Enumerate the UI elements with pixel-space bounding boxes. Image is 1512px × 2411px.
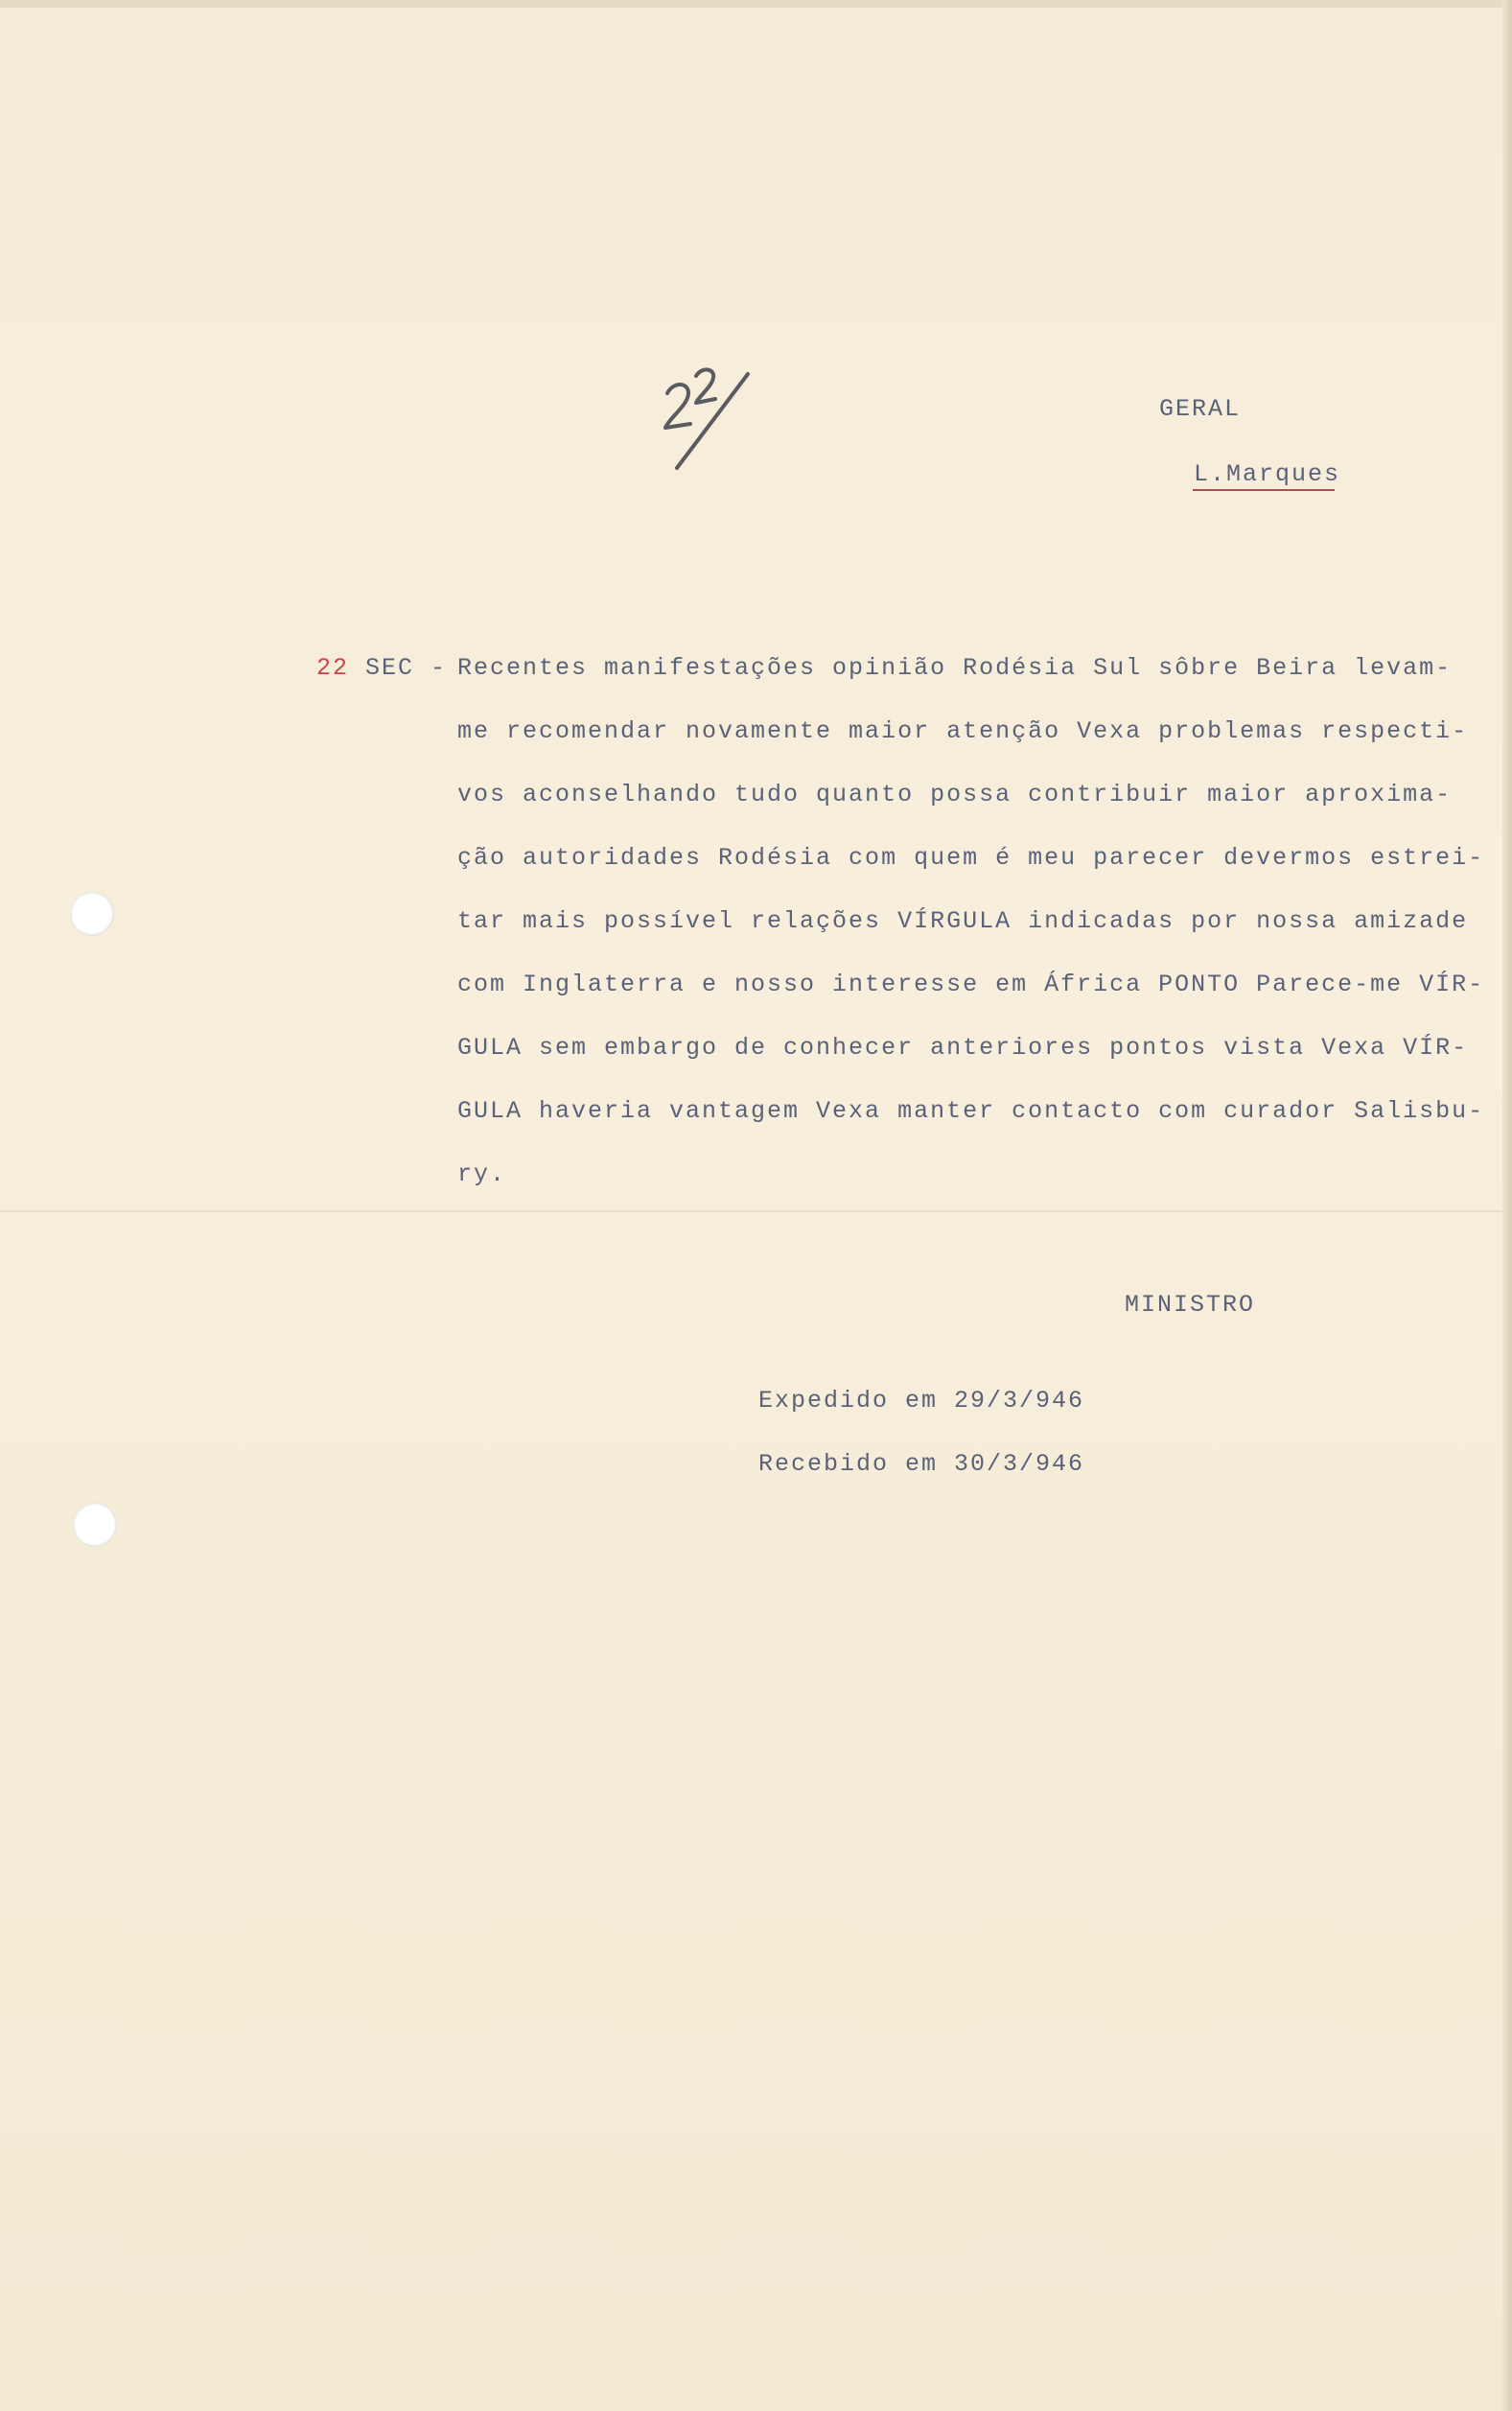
- received-date: Recebido em 30/3/946: [758, 1450, 1085, 1478]
- telegram-reference: [316, 654, 447, 682]
- sent-date: Expedido em 29/3/946: [758, 1387, 1085, 1415]
- body-line: me recomendar novamente maior atenção Vexa problemas respecti-: [457, 717, 1469, 745]
- paper-right-edge: [1502, 0, 1512, 2411]
- body-line: com Inglaterra e nosso interesse em África PONTO Parece-me VÍR-: [457, 971, 1485, 998]
- paper-fold: [0, 1210, 1502, 1212]
- signature: MINISTRO: [1125, 1291, 1256, 1319]
- paper-top-edge: [0, 0, 1512, 8]
- telegram-number: 22: [316, 654, 350, 682]
- body-line: GULA sem embargo de conhecer anteriores pontos vista Vexa VÍR-: [457, 1034, 1469, 1062]
- body-line: ção autoridades Rodésia com quem é meu parecer devermos estrei-: [457, 844, 1485, 872]
- classification-label: GERAL: [1159, 395, 1242, 423]
- punch-hole-top: [70, 892, 114, 936]
- body-line: GULA haveria vantagem Vexa manter contacto com curador Salisbu-: [457, 1097, 1485, 1125]
- handwritten-folio-number: [656, 364, 761, 480]
- punch-hole-bottom: [73, 1503, 117, 1547]
- body-line: tar mais possível relações VÍRGULA indicadas por nossa amizade: [457, 907, 1469, 935]
- recipient-underline: [1193, 489, 1335, 491]
- body-line: vos aconselhando tudo quanto possa contribuir maior aproxima-: [457, 781, 1453, 808]
- recipient-name: L.Marques: [1194, 460, 1341, 488]
- body-line: ry.: [457, 1160, 507, 1188]
- telegram-code: SEC -: [365, 654, 448, 682]
- body-line: Recentes manifestações opinião Rodésia Sul sôbre Beira levam-: [457, 654, 1453, 682]
